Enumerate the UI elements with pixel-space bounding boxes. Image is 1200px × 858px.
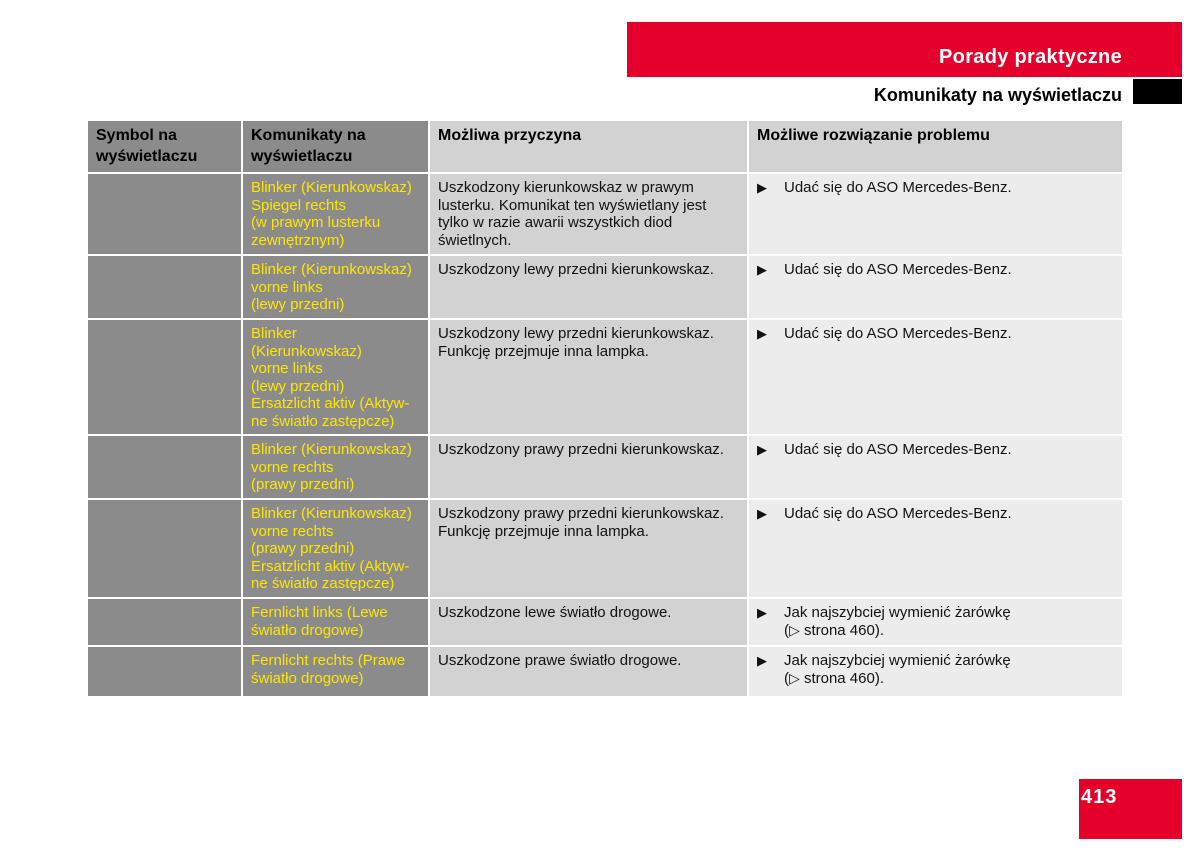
message-line: Blinker (Kierunkowskaz) [251, 179, 412, 196]
message-line: światło drogowe) [251, 621, 364, 639]
triangle-bullet-icon: ▶ [757, 506, 767, 521]
message-cell [242, 598, 429, 646]
solution-main: Udać się do ASO Mercedes-Benz. [784, 505, 1012, 522]
message-line: Blinker [251, 325, 297, 342]
page-number: 413 [1081, 786, 1118, 808]
solution-reference[interactable]: (▷ strona 460). [784, 669, 884, 687]
column-header-cause: Możliwa przyczyna [429, 121, 748, 173]
table-row [88, 319, 1122, 435]
symbol-cell [88, 319, 242, 435]
triangle-bullet-icon: ▶ [757, 326, 767, 341]
table-row [88, 598, 1122, 646]
message-line: (w prawym lusterku [251, 214, 381, 232]
triangle-bullet-icon: ▶ [757, 605, 767, 620]
column-header-symbol: Symbol na wyświetlaczu [88, 121, 242, 173]
solution-text [784, 179, 1012, 197]
solution-main: Jak najszybciej wymienić żarówkę [784, 604, 1011, 621]
solution-text [784, 261, 1012, 279]
message-cell [242, 319, 429, 435]
message-line: Ersatzlicht aktiv (Aktyw- [251, 395, 410, 413]
triangle-bullet-icon: ▶ [757, 262, 767, 277]
table-row [88, 173, 1122, 255]
solution-reference-text: strona 460). [803, 621, 884, 639]
cause-cell: Uszkodzony prawy przedni kierunkowskaz. Funkcję przejmuje inna lampka. [429, 499, 748, 598]
message-line: Fernlicht links (Lewe [251, 604, 388, 621]
message-line: vorne links [251, 360, 323, 378]
symbol-cell [88, 255, 242, 319]
page-reference-icon: ▷ [789, 621, 800, 638]
solution-text [784, 604, 1011, 639]
section-title: Porady praktyczne [939, 46, 1122, 68]
solution-main: Udać się do ASO Mercedes-Benz. [784, 325, 1012, 342]
message-cell [242, 255, 429, 319]
message-line: Blinker (Kierunkowskaz) [251, 441, 412, 458]
subsection-marker [1133, 79, 1182, 104]
solution-cell [748, 435, 1122, 499]
message-cell [242, 173, 429, 255]
solution-reference[interactable]: (▷ strona 460). [784, 621, 884, 639]
display-messages-table [88, 121, 1122, 696]
table-row [88, 499, 1122, 598]
subsection-title: Komunikaty na wyświetlaczu [873, 85, 1122, 105]
solution-cell [748, 173, 1122, 255]
solution-main: Jak najszybciej wymienić żarówkę [784, 652, 1011, 669]
message-line: zewnętrznym) [251, 231, 345, 249]
message-line: ne światło zastępcze) [251, 412, 395, 430]
solution-cell [748, 646, 1122, 696]
message-line: Blinker (Kierunkowskaz) [251, 261, 412, 278]
table-body [88, 173, 1122, 696]
cause-cell: Uszkodzony kierunkowskaz w prawym lusterku. Komunikat ten wyświetlany jest tylko w razie awarii wszystkich diod świetlnych. [429, 173, 748, 255]
symbol-cell [88, 646, 242, 696]
symbol-cell [88, 435, 242, 499]
message-line: (lewy przedni) [251, 377, 345, 395]
cause-cell: Uszkodzone lewe światło drogowe. [429, 598, 748, 646]
symbol-cell [88, 598, 242, 646]
table-header-row [88, 121, 1122, 173]
solution-main: Udać się do ASO Mercedes-Benz. [784, 441, 1012, 458]
table-row [88, 646, 1122, 696]
message-line: Ersatzlicht aktiv (Aktyw- [251, 557, 410, 575]
column-header-message: Komunikaty na wyświetlaczu [242, 121, 429, 173]
message-line: Fernlicht rechts (Prawe [251, 652, 406, 669]
triangle-bullet-icon: ▶ [757, 442, 767, 457]
table-row [88, 435, 1122, 499]
symbol-cell [88, 499, 242, 598]
message-line: (prawy przedni) [251, 540, 355, 558]
solution-reference-text: strona 460). [803, 669, 884, 687]
solution-main: Udać się do ASO Mercedes-Benz. [784, 261, 1012, 278]
solution-cell [748, 319, 1122, 435]
message-line: (prawy przedni) [251, 476, 355, 494]
message-line: vorne rechts [251, 458, 334, 476]
page-reference-icon: ▷ [789, 669, 800, 686]
solution-text [784, 652, 1011, 687]
cause-cell: Uszkodzone prawe światło drogowe. [429, 646, 748, 696]
message-line: (lewy przedni) [251, 296, 345, 314]
triangle-bullet-icon: ▶ [757, 653, 767, 668]
solution-text [784, 441, 1012, 459]
message-line: Spiegel rechts [251, 196, 347, 214]
solution-text [784, 505, 1012, 523]
solution-cell [748, 598, 1122, 646]
message-cell [242, 646, 429, 696]
cause-cell: Uszkodzony lewy przedni kierunkowskaz. [429, 255, 748, 319]
message-line: vorne links [251, 278, 323, 296]
cause-cell: Uszkodzony lewy przedni kierunkowskaz. Funkcję przejmuje inna lampka. [429, 319, 748, 435]
section-banner [627, 22, 1182, 77]
table-row [88, 255, 1122, 319]
triangle-bullet-icon: ▶ [757, 180, 767, 195]
solution-cell [748, 255, 1122, 319]
message-line: Blinker (Kierunkowskaz) [251, 505, 412, 522]
message-line: ne światło zastępcze) [251, 575, 395, 593]
message-line: światło drogowe) [251, 669, 364, 687]
message-cell [242, 499, 429, 598]
message-cell [242, 435, 429, 499]
message-line: (Kierunkowskaz) [251, 342, 362, 360]
solution-cell [748, 499, 1122, 598]
cause-cell: Uszkodzony prawy przedni kierunkowskaz. [429, 435, 748, 499]
column-header-solution: Możliwe rozwiązanie problemu [748, 121, 1122, 173]
solution-main: Udać się do ASO Mercedes-Benz. [784, 179, 1012, 196]
message-line: vorne rechts [251, 522, 334, 540]
solution-text [784, 325, 1012, 343]
symbol-cell [88, 173, 242, 255]
